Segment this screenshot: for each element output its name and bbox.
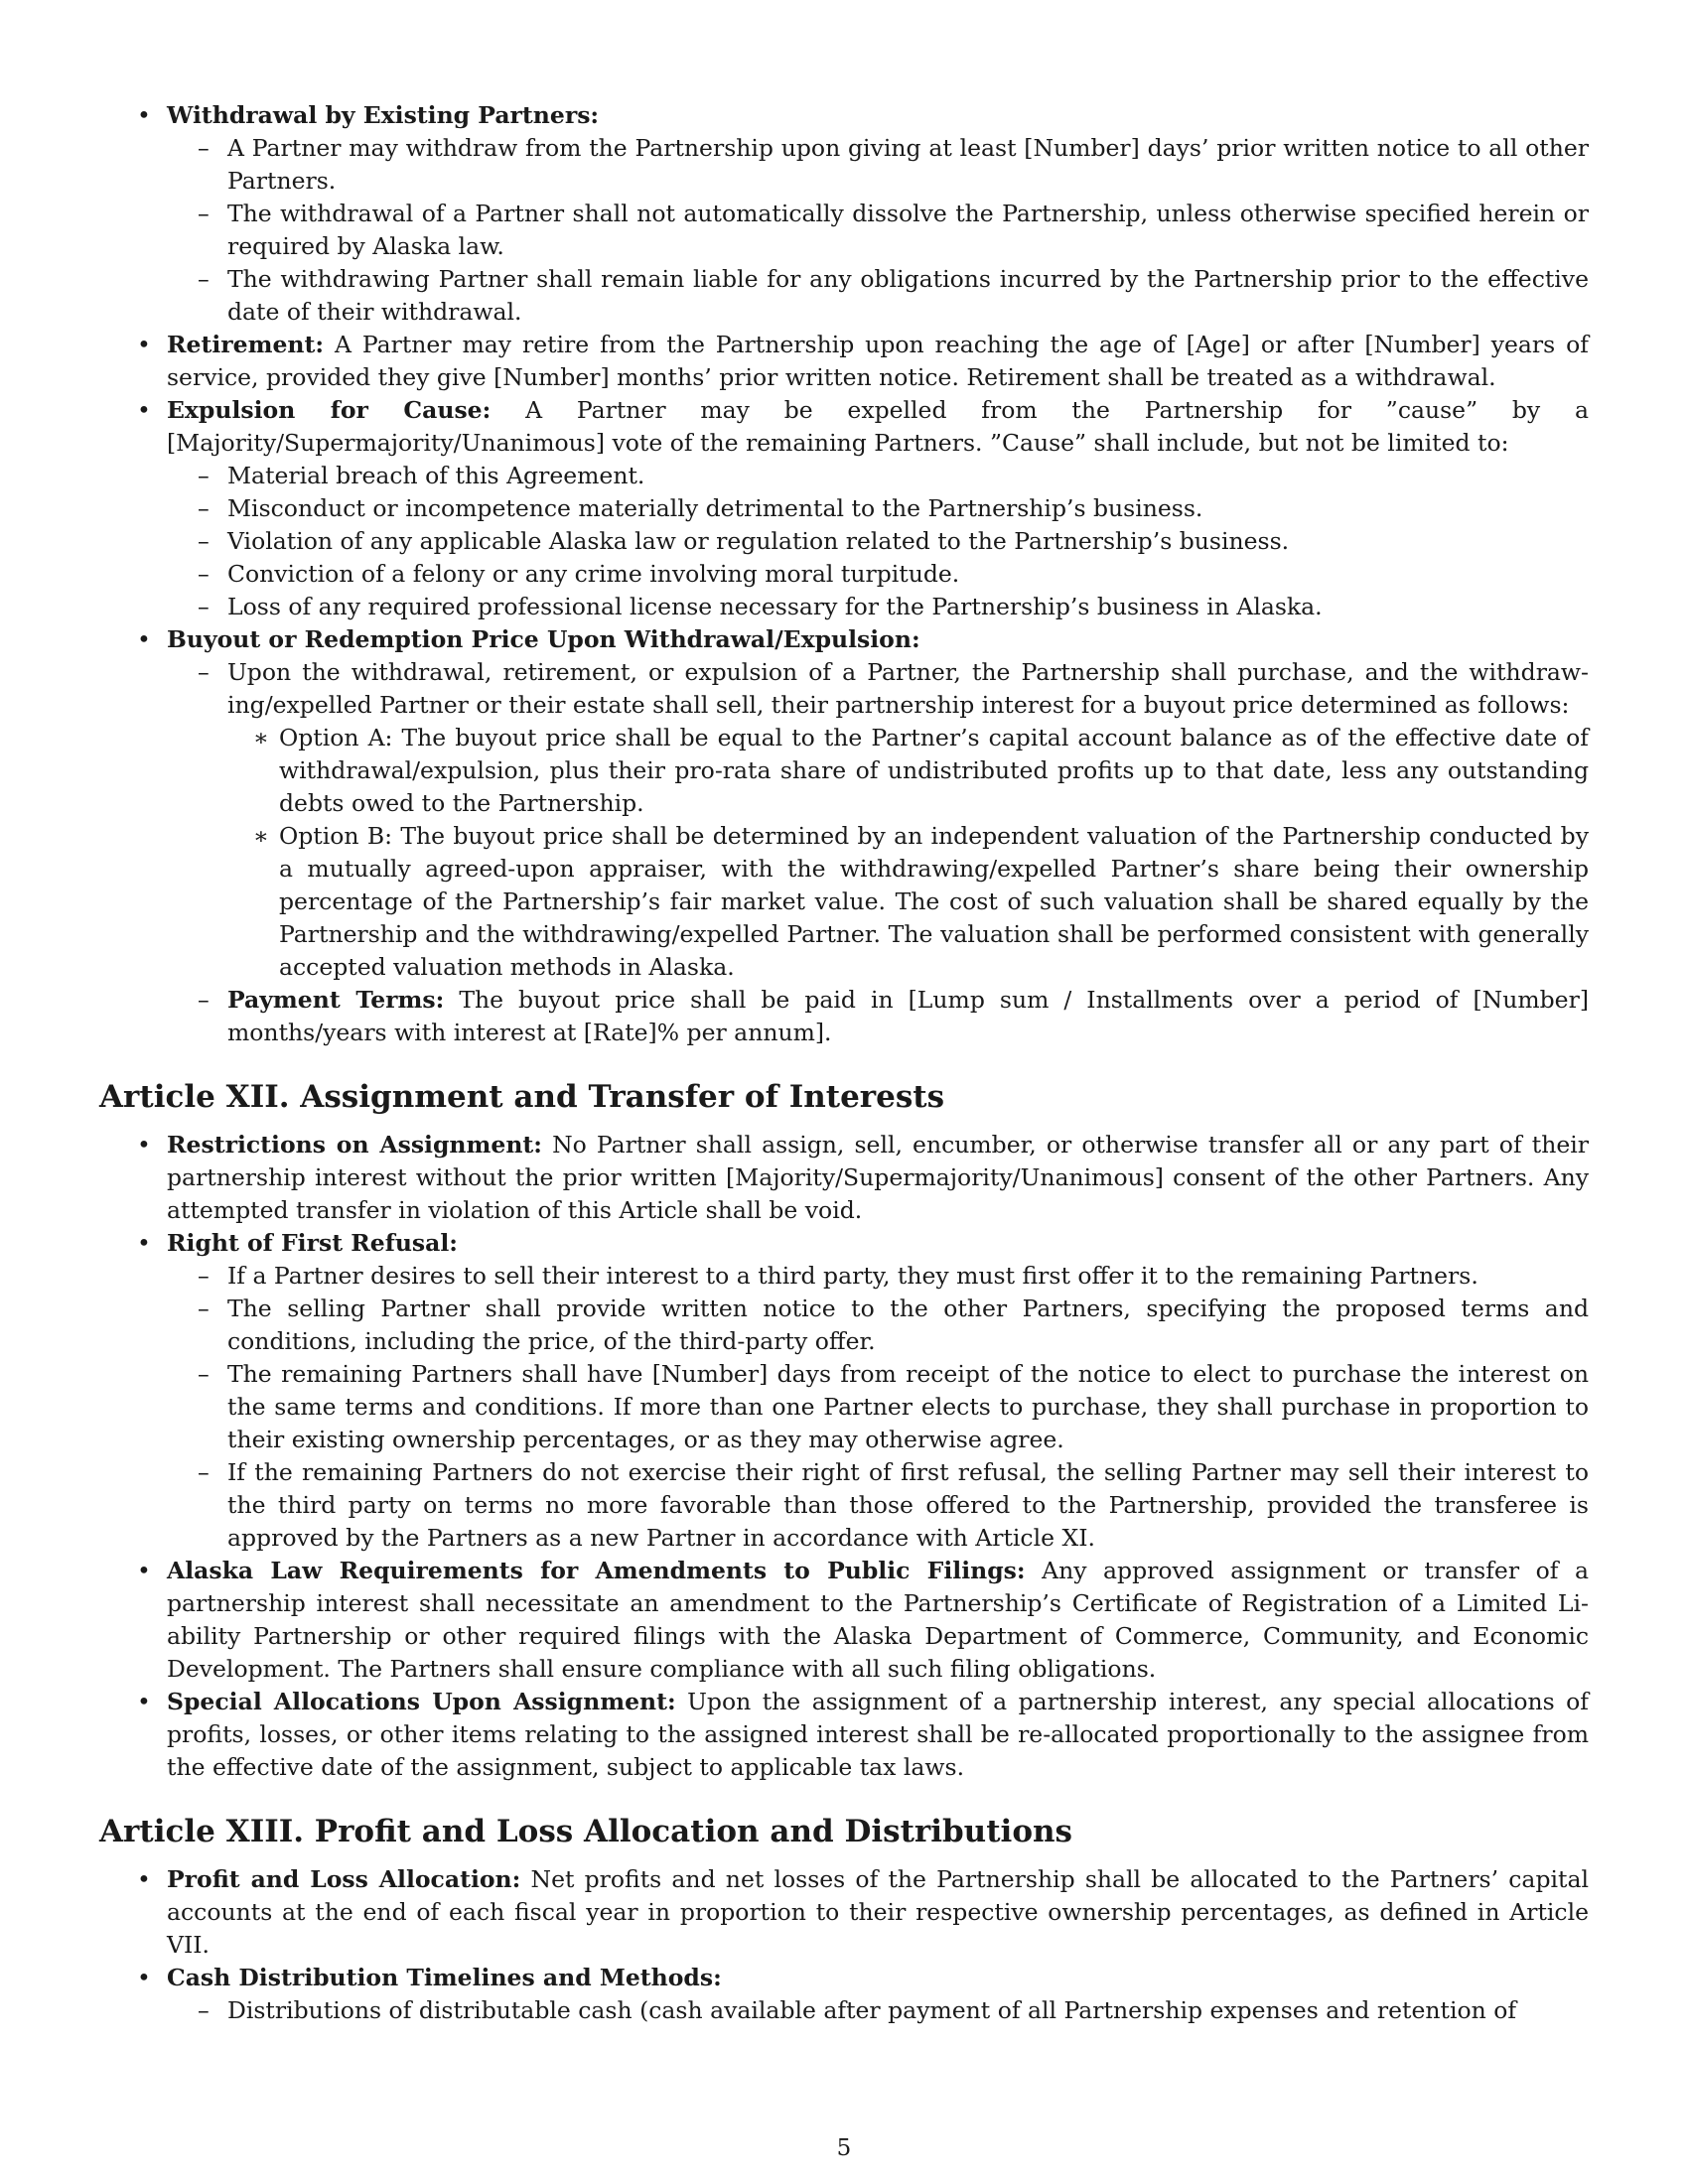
list-item: – Loss of any required professional license necessary for the Partnership’s business in Alaska. xyxy=(167,591,1589,623)
expulsion-sublist xyxy=(167,460,1589,623)
list-item: – The withdrawing Partner shall remain liable for any obligations incurred by the Partnership prior to the effective date of their withdrawal. xyxy=(167,263,1589,329)
list-item: – Material breach of this Agreement. xyxy=(167,460,1589,492)
option-a: ∗ Option A: The buyout price shall be equal to the Partner’s capital account balance as of the effective date of withdrawal/expulsion, plus their pro-rata share of undistributed profits up to that date, less any outstanding debts owed to the Partnership. xyxy=(227,722,1589,820)
retirement-heading: Retirement: xyxy=(167,331,325,358)
buyout-heading: Buyout or Redemption Price Upon Withdrawal/Expulsion: xyxy=(167,625,920,653)
restrictions-item xyxy=(99,1129,1589,1227)
article11-list xyxy=(99,99,1589,1049)
profit-loss-text: Net profits and net losses of the Partnership shall be allocated to the Partners’ capital accounts at the end of each fiscal year in proportion to their respective ownership percentages, as defined in Article VII. xyxy=(167,1865,1589,1959)
alaska-heading: Alaska Law Requirements for Amendments to Public Filings: xyxy=(167,1557,1026,1584)
list-item: – The remaining Partners shall have [Number] days from receipt of the notice to elect to purchase the interest on the same terms and conditions. If more than one Partner elects to purchase, they shall purchase in proportion to their existing ownership percentages, or as they may otherwise agree. xyxy=(167,1358,1589,1456)
profit-loss-heading: Profit and Loss Allocation: xyxy=(167,1865,521,1893)
payment-terms-text: The buyout price shall be paid in [Lump sum / Installments over a period of [Number] months/years with interest at [Rate]% per annum]. xyxy=(227,986,1589,1046)
buyout-sublist xyxy=(167,656,1589,1049)
payment-terms xyxy=(167,984,1589,1049)
buyout-options xyxy=(227,722,1589,984)
cash-sublist xyxy=(167,1994,1589,2027)
expulsion-text: A Partner may be expelled from the Partnership for ”cause” by a [Majority/Supermajority/Unanimous] vote of the remaining Partners. ”Cause” shall include, but not be limited to: xyxy=(167,396,1589,457)
rofr-heading: Right of First Refusal: xyxy=(167,1229,458,1257)
buyout-item xyxy=(99,623,1589,1049)
buyout-intro-text: Upon the withdrawal, retirement, or expulsion of a Partner, the Partnership shall purchase, and the withdraw-ing/expelled Partner or their estate shall sell, their partnership interest for a buyout price determined as follows: xyxy=(227,658,1589,719)
list-item: – The selling Partner shall provide written notice to the other Partners, specifying the proposed terms and conditions, including the price, of the third-party offer. xyxy=(167,1293,1589,1358)
expulsion-heading: Expulsion for Cause: xyxy=(167,396,492,424)
page-number: 5 xyxy=(836,2135,852,2161)
list-item: – If the remaining Partners do not exercise their right of first refusal, the selling Partner may sell their interest to the third party on terms no more favorable than those offered to the Partnership, provided the transferee is approved by the Partners as a new Partner in accordance with Article XI. xyxy=(167,1456,1589,1555)
profit-loss-item xyxy=(99,1863,1589,1962)
retirement-text: A Partner may retire from the Partnership upon reaching the age of [Age] or after [Number] years of service, provided they give [Number] months’ prior written notice. Retirement shall be treated as a withdrawal. xyxy=(167,331,1589,391)
cash-heading: Cash Distribution Timelines and Methods: xyxy=(167,1964,722,1991)
withdrawal-sublist xyxy=(167,132,1589,329)
restrictions-heading: Restrictions on Assignment: xyxy=(167,1131,542,1159)
special-item xyxy=(99,1686,1589,1784)
alaska-text: Any approved assignment or transfer of a partnership interest shall necessitate an amendment to the Partnership’s Certificate of Registration of a Limited Li-ability Partnership or other required filings with the Alaska Department of Commerce, Community, and Economic Development. The Partners shall ensure compliance with all such filing obligations. xyxy=(167,1557,1589,1683)
list-item: – The withdrawal of a Partner shall not automatically dissolve the Partnership, unless otherwise specified herein or required by Alaska law. xyxy=(167,198,1589,263)
article13-list xyxy=(99,1863,1589,2027)
list-item: – If a Partner desires to sell their interest to a third party, they must first offer it to the remaining Partners. xyxy=(167,1260,1589,1293)
article13-title: Article XIII. Profit and Loss Allocation and Distributions xyxy=(99,1814,1072,1849)
list-item: – Violation of any applicable Alaska law or regulation related to the Partnership’s business. xyxy=(167,525,1589,558)
buyout-intro xyxy=(167,656,1589,984)
cash-item xyxy=(99,1962,1589,2027)
retirement-item xyxy=(99,329,1589,394)
list-item: – Conviction of a felony or any crime involving moral turpitude. xyxy=(167,558,1589,591)
payment-terms-heading: Payment Terms: xyxy=(227,986,445,1014)
special-text: Upon the assignment of a partnership interest, any special allocations of profits, losses, or other items relating to the assigned interest shall be re-allocated proportionally to the assignee from the effective date of the assignment, subject to applicable tax laws. xyxy=(167,1688,1589,1781)
option-b: ∗ Option B: The buyout price shall be determined by an independent valuation of the Partnership conducted by a mutually agreed-upon appraiser, with the withdrawing/expelled Partner’s share being their ownership percentage of the Partnership’s fair market value. The cost of such valuation shall be shared equally by the Partnership and the withdrawing/expelled Partner. The valuation shall be performed consistent with generally accepted valuation methods in Alaska. xyxy=(227,820,1589,984)
rofr-item xyxy=(99,1227,1589,1555)
withdrawal-heading: Withdrawal by Existing Partners: xyxy=(167,101,600,129)
restrictions-text: No Partner shall assign, sell, encumber, or otherwise transfer all or any part of their partnership interest without the prior written [Majority/Supermajority/Unanimous] consent of the other Partners. Any attempted transfer in violation of this Article shall be void. xyxy=(167,1131,1589,1224)
rofr-sublist xyxy=(167,1260,1589,1555)
withdrawal-item xyxy=(99,99,1589,329)
special-heading: Special Allocations Upon Assignment: xyxy=(167,1688,676,1715)
list-item: – A Partner may withdraw from the Partnership upon giving at least [Number] days’ prior written notice to all other Partners. xyxy=(167,132,1589,198)
article12-list xyxy=(99,1129,1589,1784)
list-item: – Misconduct or incompetence materially detrimental to the Partnership’s business. xyxy=(167,492,1589,525)
page-content xyxy=(99,99,1589,2027)
list-item: – Distributions of distributable cash (cash available after payment of all Partnership expenses and retention of xyxy=(167,1994,1589,2027)
article12-title: Article XII. Assignment and Transfer of Interests xyxy=(99,1079,945,1115)
alaska-item xyxy=(99,1555,1589,1686)
expulsion-item xyxy=(99,394,1589,623)
